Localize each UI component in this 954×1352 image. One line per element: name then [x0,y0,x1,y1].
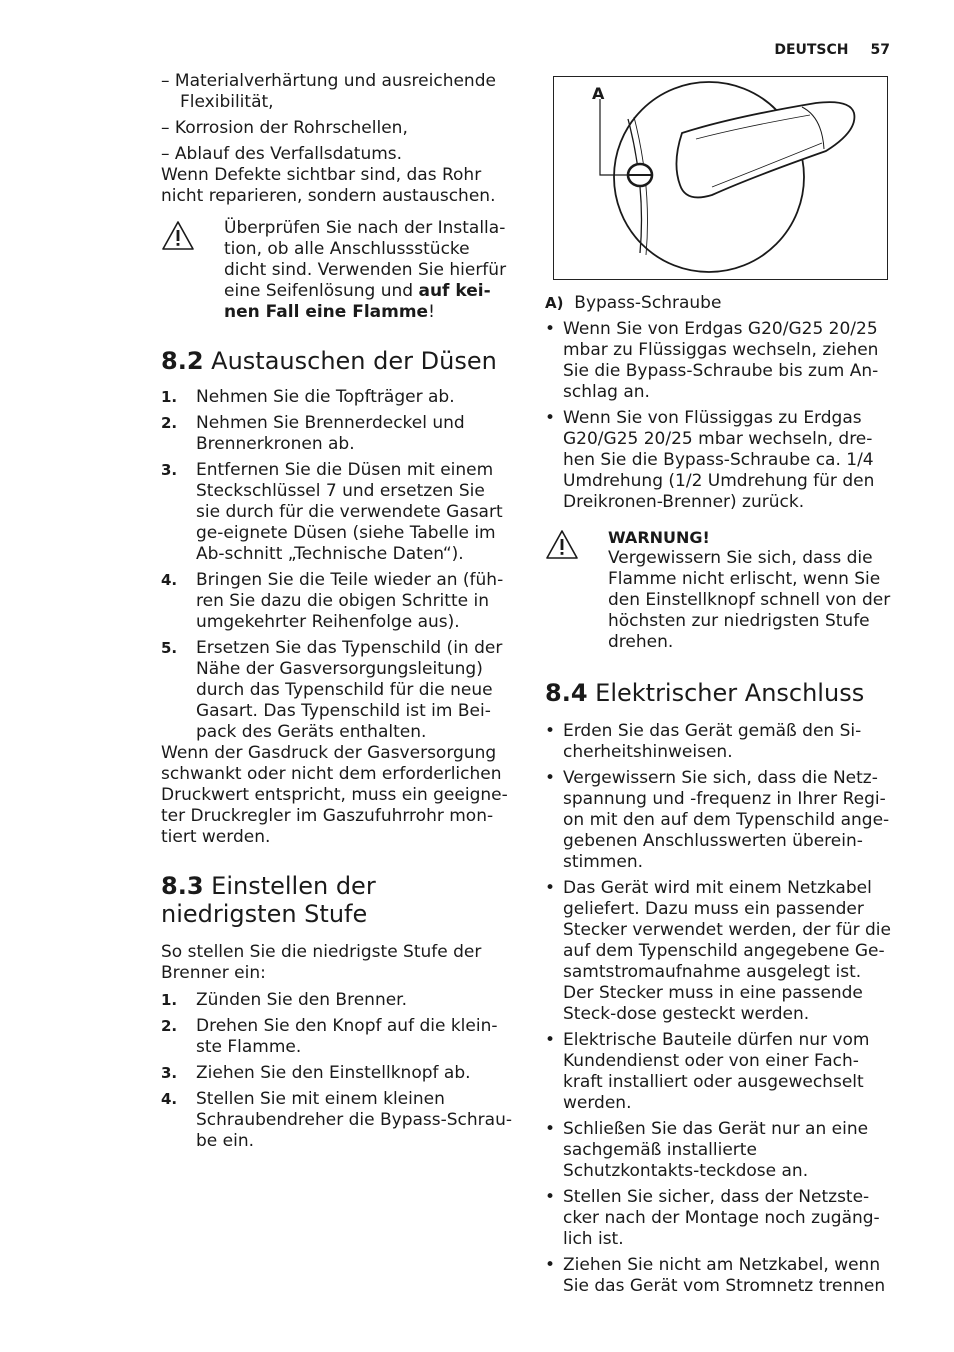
caution-text-bold: auf kei-nen Fall eine Flamme [224,281,491,322]
section-heading-8-2 [161,347,513,375]
bullet-item: • Wenn Sie von Erdgas G20/G25 20/25 mbar zu Flüssiggas wechseln, ziehen Sie die Bypass-Schraube bis zum An-schlag an. [545,319,895,403]
page-number: 57 [870,42,890,58]
step-text: Zünden Sie den Brenner. [196,990,408,1010]
steps-8-3 [161,990,513,1152]
dash-item: – Korrosion der Rohrschellen, [161,118,408,138]
step-item [161,387,513,408]
section-number: 8.4 [545,679,588,707]
step-item [161,1016,513,1058]
step-number: 5. [161,639,178,657]
figure-caption [545,293,895,314]
bullet-item: • Elektrische Bauteile dürfen nur vom Kundendienst oder von einer Fach-kraft installiert oder ausgewechselt werden. [545,1030,895,1114]
section-language: DEUTSCH [774,42,849,58]
step-item [161,638,513,743]
section-number: 8.2 [161,347,204,375]
warning-triangle-icon [545,529,579,560]
bullet-item: • Vergewissern Sie sich, dass die Netz-spannung und -frequenz in Ihrer Regi-on mit den auf dem Typenschild ange-gebenen Anschlusswerten überein-stimmen. [545,768,895,873]
dash-item: – Ablauf des Verfallsdatums. [161,144,403,164]
step-text: Ziehen Sie den Einstellknopf ab. [196,1063,471,1083]
caption-text: Bypass-Schraube [574,293,722,313]
caption-label: A) [545,294,564,312]
step-text: Drehen Sie den Knopf auf die klein-ste Flamme. [196,1016,498,1057]
warning-text: Vergewissern Sie sich, dass die Flamme nicht erlischt, wenn Sie den Einstellknopf schnell von der höchsten zur niedrigsten Stufe drehen. [608,548,891,652]
step-number: 1. [161,991,178,1009]
caution-text [224,218,513,323]
steps-8-2 [161,387,513,743]
pressure-note: Wenn der Gasdruck der Gasversorgung schwankt oder nicht dem erforderlichen Druckwert entspricht, muss ein geeigne-ter Druckregler im Gaszufuhrrohr mon-tiert werden. [161,743,508,847]
bullet-item: • Erden Sie das Gerät gemäß den Si-cherheitshinweisen. [545,721,895,763]
step-number: 3. [161,461,178,479]
section-title: Einstellen der niedrigsten Stufe [161,872,376,928]
bullet-item: • Wenn Sie von Flüssiggas zu Erdgas G20/G25 20/25 mbar wechseln, dre-hen Sie die Bypass-Schraube ca. 1/4 Umdrehung (1/2 Umdrehung für den Dreikronen-Brenner) zurück. [545,408,895,513]
step-number: 4. [161,571,178,589]
step-number: 1. [161,388,178,406]
bullet-item: • Schließen Sie das Gerät nur an eine sachgemäß installierte Schutzkontakts-teckdose an. [545,1119,895,1182]
burner-knob-illustration [554,77,887,279]
step-text: Nehmen Sie Brennerdeckel und Brennerkronen ab. [196,413,465,454]
section-title: Elektrischer Anschluss [595,679,865,707]
electrical-bullets [545,721,895,1297]
warning-box [545,527,895,653]
bypass-screw-figure [553,76,888,280]
warning-text-block [608,527,895,653]
step-item [161,1063,513,1084]
caution-text-end: ! [428,302,435,322]
section-heading-8-3 [161,872,513,928]
step-item [161,1089,513,1152]
bullet-item: • Das Gerät wird mit einem Netzkabel geliefert. Dazu muss ein passender Stecker verwendet werden, der für die auf dem Typenschild angegebene Ge-samtstromaufnahme ausgelegt ist. Der Stecker muss in eine passende Steck-dose gesteckt werden. [545,878,895,1025]
step-item [161,460,513,565]
step-text: Bringen Sie die Teile wieder an (füh-ren Sie dazu die obigen Schritte in umgekehrter Reihenfolge aus). [196,570,504,632]
step-number: 4. [161,1090,178,1108]
step-item [161,990,513,1011]
section-heading-8-4 [545,679,895,707]
warning-triangle-icon [161,220,195,251]
left-column [161,71,513,1157]
bullet-item: • Ziehen Sie nicht am Netzkabel, wenn Sie das Gerät vom Stromnetz trennen [545,1255,895,1297]
step-number: 2. [161,414,178,432]
intro-8-3: So stellen Sie die niedrigste Stufe der Brenner ein: [161,942,482,983]
right-column [545,76,895,1302]
caution-text-main: Überprüfen Sie nach der Installa-tion, ob alle Anschlussstücke dicht sind. Verwenden Sie hierfür eine Seifenlösung und [224,218,507,301]
section-title: Austauschen der Düsen [211,347,497,375]
step-item [161,413,513,455]
step-text: Ersetzen Sie das Typenschild (in der Nähe der Gasversorgungsleitung) durch das Typenschild für die neue Gasart. Das Typenschild ist im Bei-pack des Geräts enthalten. [196,638,503,742]
dash-item: – Materialverhärtung und ausreichende Flexibilität, [161,71,496,112]
bypass-bullets [545,319,895,513]
warning-title: WARNUNG! [608,528,710,547]
defect-note: Wenn Defekte sichtbar sind, das Rohr nicht reparieren, sondern austauschen. [161,165,496,206]
step-number: 2. [161,1017,178,1035]
page-header [752,40,890,61]
step-text: Stellen Sie mit einem kleinen Schraubendreher die Bypass-Schrau-be ein. [196,1089,512,1151]
figure-marker: A [592,84,605,103]
step-item [161,570,513,633]
step-number: 3. [161,1064,178,1082]
section-number: 8.3 [161,872,204,900]
bullet-item: • Stellen Sie sicher, dass der Netzste-cker nach der Montage noch zugäng-lich ist. [545,1187,895,1250]
step-text: Entfernen Sie die Düsen mit einem Steckschlüssel 7 und ersetzen Sie sie durch für die verwendete Gasart ge-eignete Düsen (siehe Tabelle im Ab-schnitt „Technische Daten“). [196,460,503,564]
step-text: Nehmen Sie die Topfträger ab. [196,387,455,407]
caution-box [161,218,513,323]
